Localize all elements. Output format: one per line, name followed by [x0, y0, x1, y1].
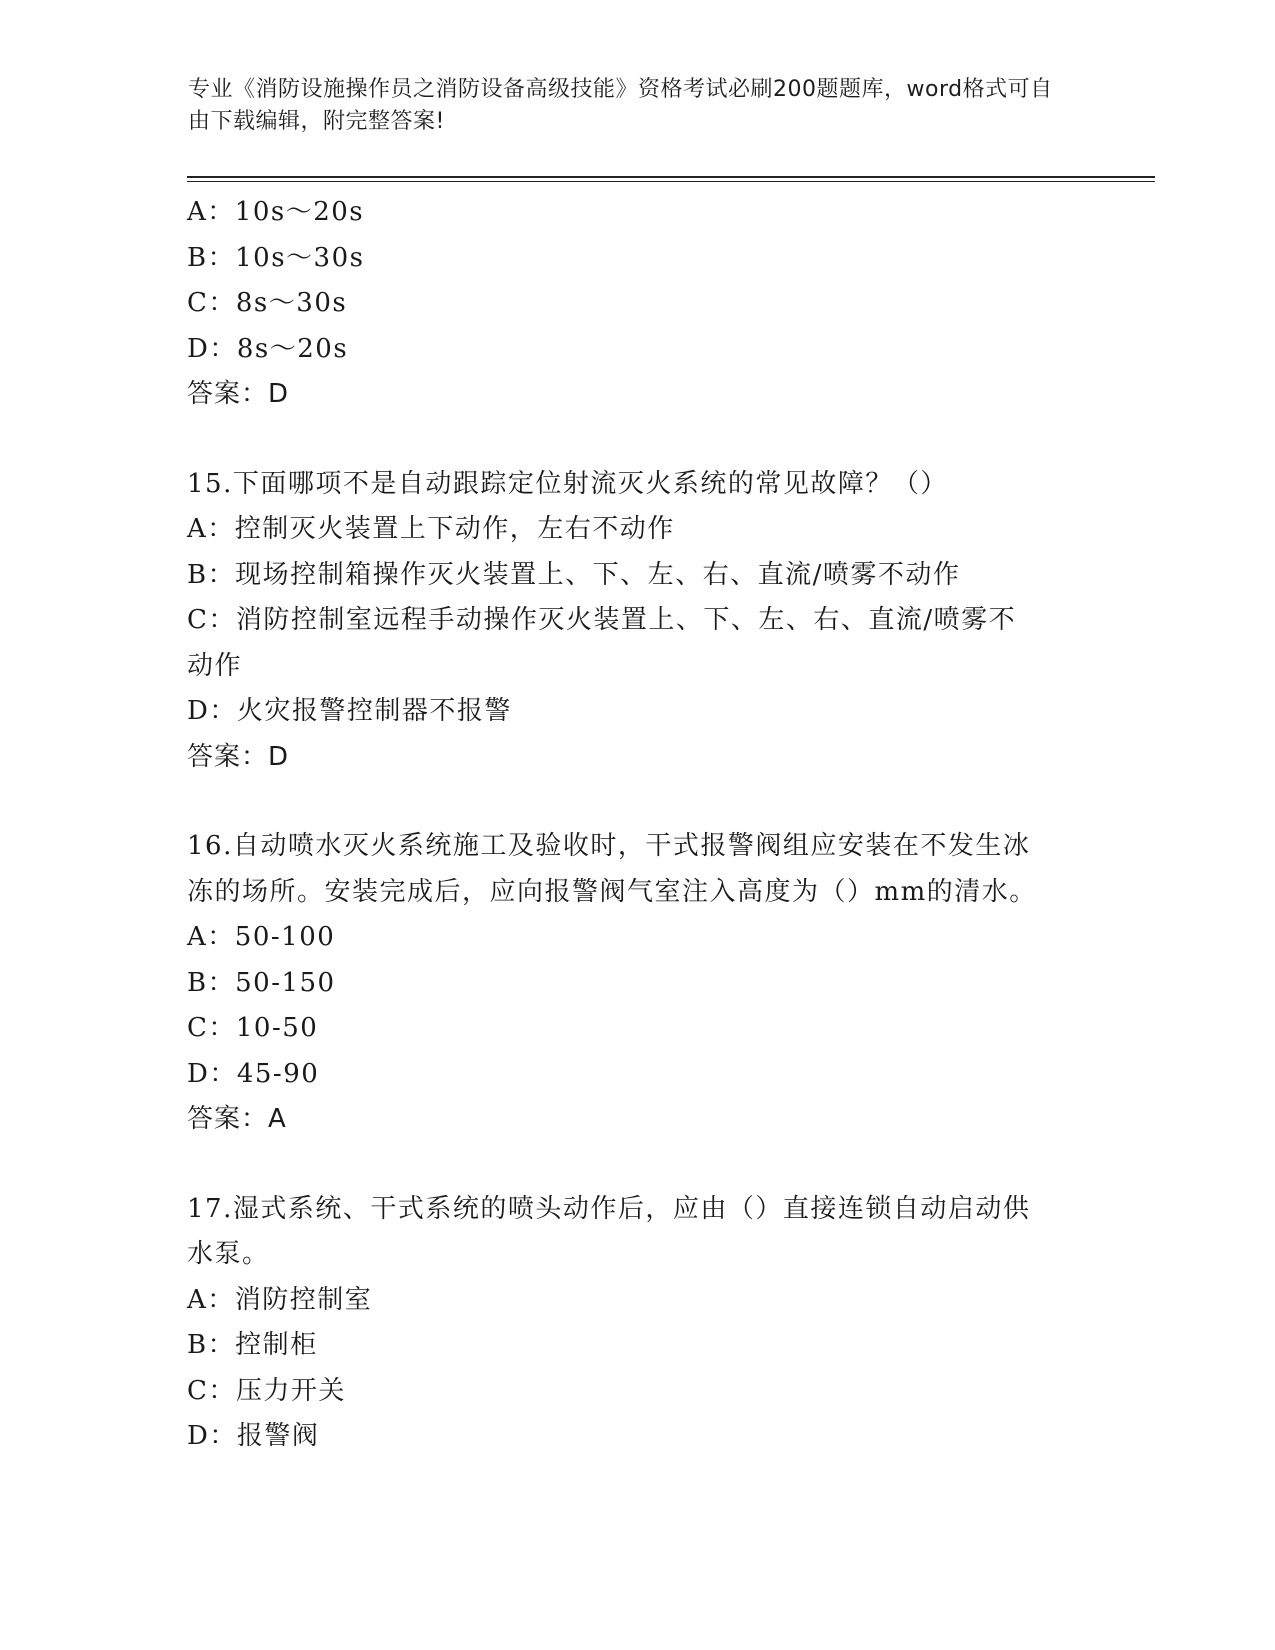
question-16	[187, 824, 1087, 1143]
option-d: D：报警阀	[187, 1421, 320, 1451]
option-d: D：45-90	[187, 1058, 320, 1089]
question-stem: 15.下面哪项不是自动跟踪定位射流灭火系统的常见故障？（）	[187, 468, 948, 499]
option-a: A：10s～20s	[187, 197, 365, 227]
answer-line: 答案：A	[187, 1104, 287, 1134]
option-d: D：8s～20s	[187, 333, 349, 364]
answer-line: 答案：D	[187, 741, 290, 772]
header-divider-thin	[187, 181, 1155, 182]
question-content	[187, 190, 1087, 1460]
option-b: B：50-150	[187, 967, 336, 998]
option-c: C：10-50	[187, 1013, 319, 1043]
question-stem: 16.自动喷水灭火系统施工及验收时，干式报警阀组应安装在不发生冰冻的场所。安装完成后，应向报警阀气室注入高度为（）mm的清水。	[187, 831, 1037, 907]
option-b: B：现场控制箱操作灭火装置上、下、左、右、直流/喷雾不动作	[187, 559, 961, 590]
header-divider-thick	[187, 176, 1155, 178]
option-b: B：10s～30s	[187, 242, 365, 273]
option-c: C：消防控制室远程手动操作灭火装置上、下、左、右、直流/喷雾不动作	[187, 605, 1017, 681]
question-stem: 17.湿式系统、干式系统的喷头动作后，应由（）直接连锁自动启动供水泵。	[187, 1193, 1031, 1269]
question-17	[187, 1187, 1087, 1460]
option-a: A：控制灭火装置上下动作，左右不动作	[187, 514, 675, 544]
option-c: C：压力开关	[187, 1375, 346, 1406]
document-header: 专业《消防设施操作员之消防设备高级技能》资格考试必刷200题题库，word格式可自由下载编辑，附完整答案!	[188, 77, 1053, 134]
option-d: D：火灾报警控制器不报警	[187, 696, 512, 726]
option-c: C：8s～30s	[187, 288, 348, 318]
option-a: A：消防控制室	[187, 1284, 373, 1315]
option-b: B：控制柜	[187, 1330, 318, 1360]
answer-line: 答案：D	[187, 379, 290, 409]
question-15	[187, 462, 1087, 781]
question-14-continued	[187, 190, 1087, 418]
option-a: A：50-100	[187, 922, 336, 952]
